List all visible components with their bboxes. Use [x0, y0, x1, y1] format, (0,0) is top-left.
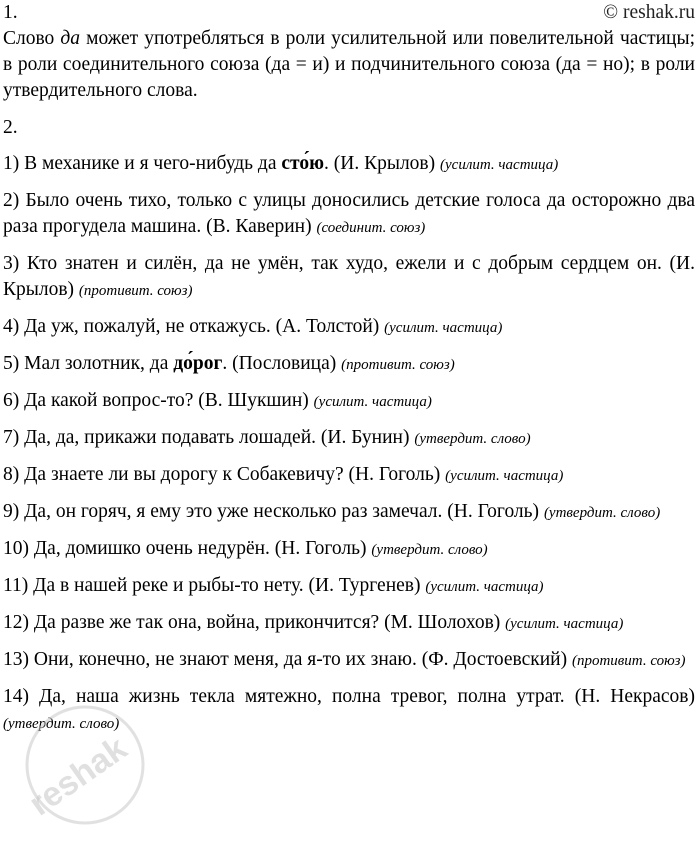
- grammar-note: (соединит. союз): [316, 220, 426, 236]
- grammar-note: (усилит. частица): [445, 468, 564, 484]
- example-sentence: 1) В механике и я чего-нибудь да: [3, 153, 282, 174]
- example-sentence: 8) Да знаете ли вы дорогу к Собакевичу? (Н. Гоголь): [3, 464, 446, 485]
- example-source: . (И. Крылов): [324, 153, 441, 174]
- example-sentence: 5) Мал золотник, да: [3, 353, 174, 374]
- example-item: [3, 536, 695, 563]
- example-sentence: 4) Да уж, пожалуй, не откажусь. (А. Толстой): [3, 316, 385, 337]
- grammar-note: (утвердит. слово): [543, 505, 661, 521]
- site-watermark: © reshak.ru: [603, 2, 695, 23]
- example-item: [3, 425, 695, 452]
- example-item: [3, 314, 695, 341]
- grammar-note: (усилит. частица): [425, 579, 544, 595]
- example-source: . (Пословица): [222, 353, 342, 374]
- definition-text-start: Слово: [3, 28, 61, 49]
- example-item: [3, 647, 695, 674]
- grammar-note: (усилит. частица): [384, 320, 503, 336]
- top-line: [3, 0, 695, 26]
- grammar-note: (усилит. частица): [313, 394, 432, 410]
- example-item: [3, 388, 695, 415]
- example-item: [3, 684, 695, 737]
- stressed-word: сто́ю: [281, 153, 325, 174]
- stressed-word: до́рог: [173, 353, 223, 374]
- grammar-note: (утвердит. слово): [414, 431, 531, 447]
- definition-paragraph: [3, 26, 695, 104]
- grammar-note: (утвердит. слово): [3, 716, 120, 732]
- svg-text:reshak: reshak: [22, 729, 134, 824]
- example-sentence: 13) Они, конечно, не знают меня, да я-то их знаю. (Ф. Достоевский): [3, 649, 572, 670]
- example-sentence: 11) Да в нашей реке и рыбы-то нету. (И. Тургенев): [3, 575, 426, 596]
- definition-text-rest: может употребляться в роли усилительной или повелительной частицы; в роли соединительного союза (да = и) и подчинительного союза (да = но); в роли утвердительного слова.: [3, 28, 695, 101]
- example-sentence: 6) Да какой вопрос-то? (В. Шукшин): [3, 390, 314, 411]
- example-item: [3, 499, 695, 526]
- example-sentence: 2) Было очень тихо, только с улицы доносились детские голоса да осторожно два раза прогудела машина. (В. Каверин): [3, 190, 695, 237]
- grammar-note: (утвердит. слово): [371, 542, 488, 558]
- example-item: [3, 351, 695, 378]
- example-sentence: 9) Да, он горяч, я ему это уже несколько раз замечал. (Н. Гоголь): [3, 501, 544, 522]
- example-item: [3, 573, 695, 600]
- example-item: [3, 610, 695, 637]
- section-1-number: 1.: [3, 2, 18, 23]
- example-list: [3, 151, 695, 737]
- example-item: [3, 462, 695, 489]
- definition-italic-word: да: [60, 28, 81, 49]
- example-sentence: 7) Да, да, прикажи подавать лошадей. (И. Бунин): [3, 427, 415, 448]
- example-sentence: 14) Да, наша жизнь текла мятежно, полна тревог, полна утрат. (Н. Некрасов): [3, 686, 695, 707]
- grammar-note: (противит. союз): [341, 357, 455, 373]
- grammar-note: (усилит. частица): [505, 616, 624, 632]
- example-item: [3, 188, 695, 241]
- example-sentence: 3) Кто знатен и силён, да не умён, так худо, ежели и с добрым сердцем он. (И. Крылов): [3, 253, 695, 300]
- example-item: [3, 251, 695, 304]
- example-sentence: 12) Да разве же так она, война, прикончится? (М. Шолохов): [3, 612, 506, 633]
- document-page: [3, 0, 695, 747]
- example-sentence: 10) Да, домишко очень недурён. (Н. Гоголь): [3, 538, 372, 559]
- grammar-note: (противит. союз): [78, 283, 193, 299]
- example-item: [3, 151, 695, 178]
- grammar-note: (усилит. частица): [440, 157, 559, 173]
- section-2-number: 2.: [3, 117, 18, 138]
- grammar-note: (противит. союз): [571, 653, 686, 669]
